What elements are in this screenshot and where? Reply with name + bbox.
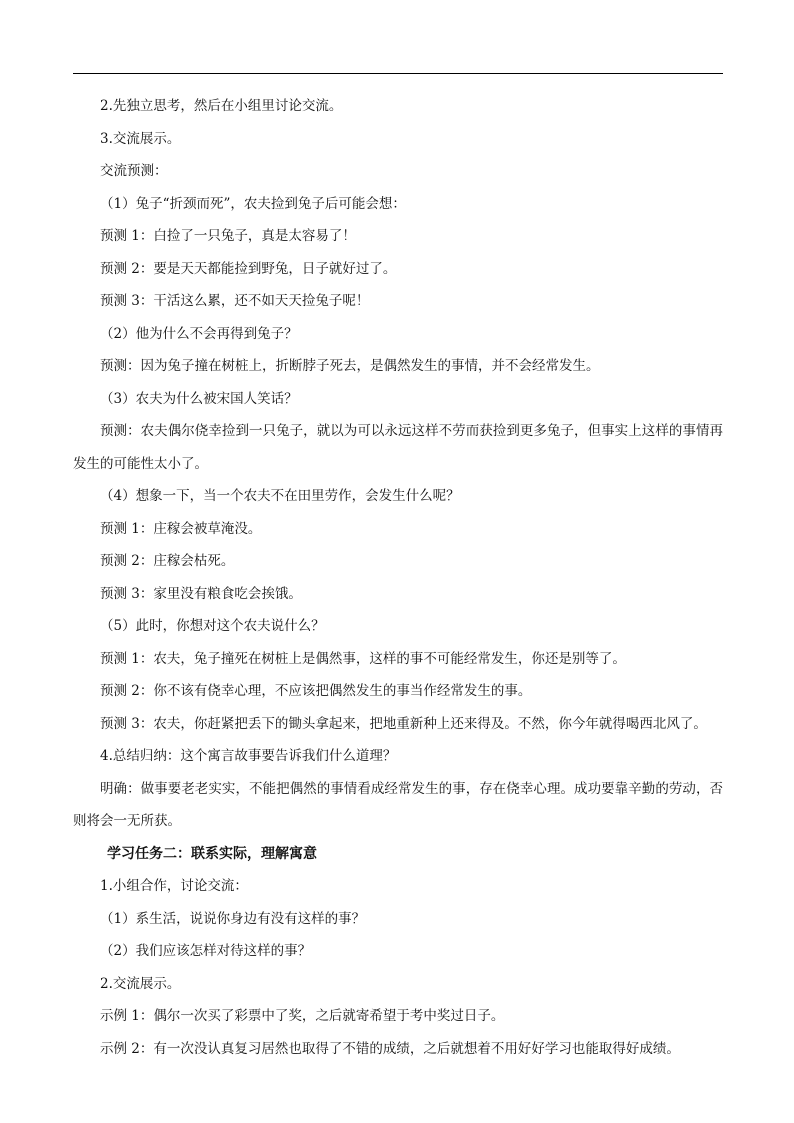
text-line: 1.小组合作，讨论交流： bbox=[100, 878, 248, 894]
text-line: 预测 2：你不该有侥幸心理，不应该把偶然发生的事当作经常发生的事。 bbox=[100, 683, 532, 699]
text-line: 示例 1：偶尔一次买了彩票中了奖，之后就寄希望于考中奖过日子。 bbox=[100, 1008, 505, 1024]
text-line: （1）系生活，说说你身边有没有这样的事？ bbox=[100, 910, 366, 927]
text-line: （2）他为什么不会再得到兔子？ bbox=[100, 325, 298, 342]
text-line: 预测 3：干活这么累，还不如天天捡兔子呢！ bbox=[100, 293, 370, 309]
text-line: 交流预测： bbox=[100, 163, 168, 179]
text-line: 预测 1：白捡了一只兔子，真是太容易了！ bbox=[100, 228, 356, 244]
text-line: （5）此时，你想对这个农夫说什么？ bbox=[100, 618, 325, 634]
text-line: 2.交流展示。 bbox=[100, 975, 181, 992]
text-line: 预测：因为兔子撞在树桩上，折断脖子死去，是偶然发生的事情，并不会经常发生。 bbox=[100, 358, 600, 374]
header-rule bbox=[73, 73, 723, 74]
text-line: 预测 2：要是天天都能捡到野兔，日子就好过了。 bbox=[100, 260, 397, 277]
section-heading: 学习任务二：联系实际，理解寓意 bbox=[107, 845, 317, 862]
text-line: （1）兔子“折颈而死”，农夫捡到兔子后可能会想： bbox=[100, 195, 406, 212]
text-line: （2）我们应该怎样对待这样的事？ bbox=[100, 943, 312, 959]
paragraph: 预测：农夫偶尔侥幸捡到一只兔子，就以为可以永远这样不劳而获捡到更多兔子，但事实上这样的事情再发生的可能性太小了。 bbox=[73, 423, 723, 472]
text-line: 4.总结归纳：这个寓言故事要告诉我们什么道理？ bbox=[100, 748, 397, 764]
text-line: （4）想象一下，当一个农夫不在田里劳作，会发生什么呢？ bbox=[100, 488, 460, 504]
text-line: 示例 2：有一次没认真复习居然也取得了不错的成绩，之后就想着不用好好学习也能取得好成绩。 bbox=[100, 1040, 680, 1057]
document-body bbox=[73, 98, 723, 1073]
text-line: 预测 1：庄稼会被草淹没。 bbox=[100, 520, 262, 537]
text-line: 2.先独立思考，然后在小组里讨论交流。 bbox=[100, 98, 343, 114]
text-line: 预测 2：庄稼会枯死。 bbox=[100, 553, 235, 569]
text-line: （3）农夫为什么被宋国人笑话？ bbox=[100, 390, 298, 407]
text-line: 预测 1：农夫，兔子撞死在树桩上是偶然事，这样的事不可能经常发生，你还是别等了。 bbox=[100, 650, 626, 667]
text-line: 预测 3：农夫，你赶紧把丢下的锄头拿起来，把地重新种上还来得及。不然，你今年就得喝西北风了。 bbox=[100, 715, 707, 732]
text-line: 3.交流展示。 bbox=[100, 130, 181, 147]
paragraph: 明确：做事要老老实实，不能把偶然的事情看成经常发生的事，存在侥幸心理。成功要靠辛勤的劳动，否则将会一无所获。 bbox=[73, 780, 723, 829]
text-line: 预测 3：家里没有粮食吃会挨饿。 bbox=[100, 585, 302, 602]
